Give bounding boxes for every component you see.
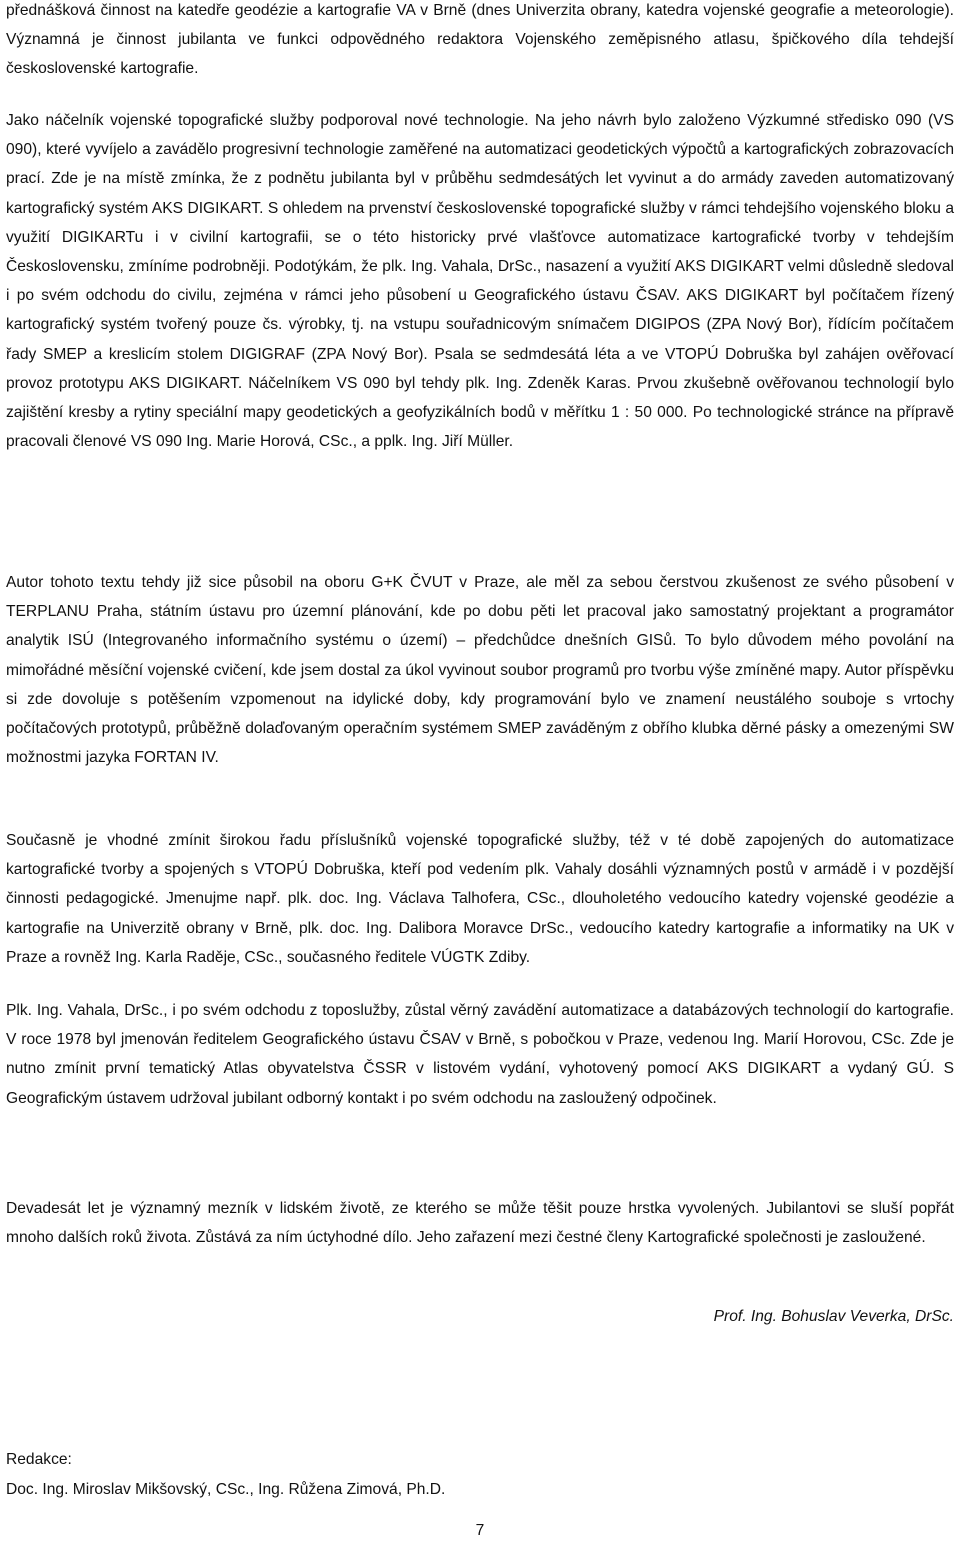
paragraph-vahala: Plk. Ing. Vahala, DrSc., i po svém odchodu z toposlužby, zůstal věrný zavádění automatizace a databázových technologií do kartografie. V roce 1978 byl jmenován ředitelem Geografického ústavu ČSAV v Brně, s pobočkou v Praze, vedenou Ing. Marií Horovou, CSc. Zde je nutno zmínit první tematický Atlas obyvatelstva ČSSR v listovém vydání, vyhotovený pomocí AKS DIGIKART a vydaný GÚ. S Geografickým ústavem udržoval jubilant odborný kontakt i po svém odchodu na zasloužený odpočinek. xyxy=(6,1002,954,1107)
editors-heading: Redakce: xyxy=(6,1451,72,1468)
page-number: 7 xyxy=(475,1522,485,1539)
paragraph-author: Autor tohoto textu tehdy již sice působil na oboru G+K ČVUT v Praze, ale měl za sebou čerstvou zkušenost ze svého působení v TERPLANU Praha, státním ústavu pro územní plánování, kde po dobu pěti let pracoval jako samostatný projektant a programátor analytik ISÚ (Integrovaného informačního systému o území) – předchůdce dnešních GISů. To bylo důvodem mého povolání na mimořádné měsíční vojenské cvičení, kde jsem dostal za úkol vyvinout soubor programů pro tvorbu výše zmíněné mapy. Autor příspěvku si zde dovoluje s potěšením vzpomenout na idylické doby, kdy programování bylo ve znamení neustálého souboje s vrtochy počítačových prototypů, průběžně dolaďovaným operačním systémem SMEP zaváděným z obřího klubka děrné pásky a omezenými SW možnostmi jazyka FORTAN IV. xyxy=(6,574,954,767)
paragraph-intro: přednášková činnost na katedře geodézie a kartografie VA v Brně (dnes Univerzita obrany, katedra vojenské geografie a meteorologie). Významná je činnost jubilanta ve funkci odpovědného redaktora Vojenského zeměpisného atlasu, špičkového díla tehdejší československé kartografie. xyxy=(6,2,954,78)
paragraph-colleagues: Současně je vhodné zmínit širokou řadu příslušníků vojenské topografické služby, též v té době zapojených do automatizace kartografické tvorby a spojených s VTOPÚ Dobruška, kteří pod vedením plk. Vahaly dosáhli významných postů v armádě i v pozdější činnosti pedagogické. Jmenujme např. plk. doc. Ing. Václava Talhofera, CSc., dlouholetého vedoucího katedry vojenské geodézie a kartografie na Univerzitě obrany v Brně, plk. doc. Ing. Dalibora Moravce DrSc., vedoucího katedry kartografie a informatiky na UK v Praze a rovněž Ing. Karla Raděje, CSc., současného ředitele VÚGTK Zdiby. xyxy=(6,832,954,966)
author-signature: Prof. Ing. Bohuslav Veverka, DrSc. xyxy=(713,1308,954,1325)
paragraph-technology: Jako náčelník vojenské topografické služby podporoval nové technologie. Na jeho návrh bylo založeno Výzkumné středisko 090 (VS 090), které vyvíjelo a zavádělo progresivní technologie zaměřené na automatizaci geodetických výpočtů a kartografických zobrazovacích prací. Zde je na místě zmínka, že z podnětu jubilanta byl v průběhu sedmdesátých let vyvinut a do armády zaveden automatizovaný kartografický systém AKS DIGIKART. S ohledem na prvenství československé topografické služby v rámci tehdejšího vojenského bloku a využití DIGIKARTu i v civilní kartografii, se o této historicky prvé vlašťovce automatizace kartografické tvorby v tehdejším Československu, zmíníme podrobněji. Podotýkám, že plk. Ing. Vahala, DrSc., nasazení a využití AKS DIGIKART velmi důsledně sledoval i po svém odchodu do civilu, zejména v rámci jeho působení u Geografického ústavu ČSAV. AKS DIGIKART byl počítačem řízený kartografický systém tvořený pouze čs. výrobky, tj. na vstupu souřadnicovým snímačem DIGIPOS (ZPA Nový Bor), řídícím počítačem řady SMEP a kreslicím stolem DIGIGRAF (ZPA Nový Bor). Psala se sedmdesátá léta a ve VTOPÚ Dobruška byl zahájen ověřovací provoz prototypu AKS DIGIKART. Náčelníkem VS 090 byl tehdy plk. Ing. Zdeněk Karas. Prvou zkušebně ověřovanou technologií bylo zajištění kresby a rytiny speciální mapy geodetických a geofyzikálních bodů v měřítku 1 : 50 000. Po technologické stránce na přípravě pracovali členové VS 090 Ing. Marie Horová, CSc., a pplk. Ing. Jiří Müller. xyxy=(6,112,954,451)
paragraph-anniversary: Devadesát let je významný mezník v lidském životě, ze kterého se může těšit pouze hrstka vyvolených. Jubilantovi se sluší popřát mnoho dalších roků života. Zůstává za ním úctyhodné dílo. Jeho zařazení mezi čestné členy Kartografické společnosti je zasloužené. xyxy=(6,1200,954,1247)
editors-names: Doc. Ing. Miroslav Mikšovský, CSc., Ing. Růžena Zimová, Ph.D. xyxy=(6,1481,446,1498)
